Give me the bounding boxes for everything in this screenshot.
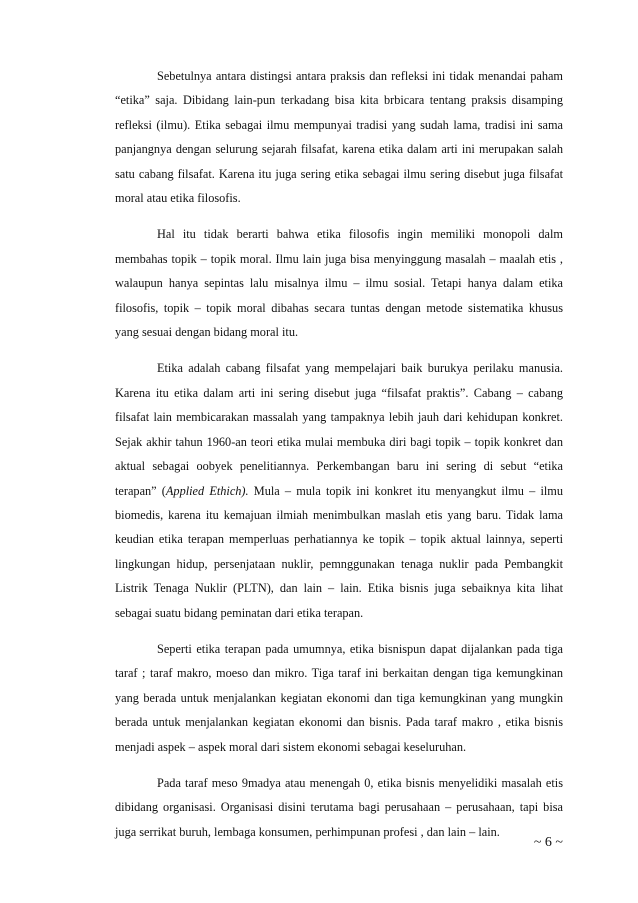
- document-page: [115, 64, 563, 856]
- paragraph-3-text-after: Mula – mula topik ini konkret itu menyangkut ilmu – ilmu biomedis, karena itu kemajuan ilmiah menimbulkan maslah etis yang baru. Tidak lama keudian etika terapan memperluas perhatiannya ke topik – topik aktual lainnya, seperti lingkungan hidup, persenjataan nuklir, pemnggunakan tenaga nuklir pada Pembangkit Listrik Tenaga Nuklir (PLTN), dan lain – lain. Etika bisnis juga sebaiknya kita lihat sebagai suatu bidang peminatan dari etika terapan.: [115, 483, 563, 620]
- paragraph-5: Pada taraf meso 9madya atau menengah 0, etika bisnis menyelidiki masalah etis dibidang organisasi. Organisasi disini terutama bagi perusahaan – perusahaan, tapi bisa juga serrikat buruh, lembaga konsumen, perhimpunan profesi , dan lain – lain.: [115, 775, 563, 839]
- paragraph-1: Sebetulnya antara distingsi antara praksis dan refleksi ini tidak menandai paham “etika” saja. Dibidang lain-pun terkadang bisa kita brbicara tentang praksis disamping refleksi (ilmu). Etika sebagai ilmu mempunyai tradisi yang sudah lama, tradisi ini sama panjangnya dengan selurung sejarah filsafat, karena etika dalam arti ini merupakan salah satu cabang filsafat. Karena itu juga sering etika sebagai ilmu sering disebut juga filsafat moral atau etika filosofis.: [115, 69, 563, 206]
- paragraph-4: Seperti etika terapan pada umumnya, etika bisnispun dapat dijalankan pada tiga taraf ; taraf makro, moeso dan mikro. Tiga taraf ini berkaitan dengan tiga kemungkinan yang berada untuk menjalankan kegiatan ekonomi dan tiga kemungkinan yang mungkin berada untuk menjalankan kegiatan ekonomi dan bisnis. Pada taraf makro , etika bisnis menjadi aspek – aspek moral dari sistem ekonomi sebagai keseluruhan.: [115, 641, 563, 754]
- paragraph-3-text-before: Etika adalah cabang filsafat yang mempelajari baik burukya perilaku manusia. Karena itu etika dalam arti ini sering disebut juga “filsafat praktis”. Cabang – cabang filsafat lain membicarakan massalah yang tampaknya lebih jauh dari kehidupan konkret. Sejak akhir tahun 1960-an teori etika mulai membuka diri bagi topik – topik konkret dan aktual sebagai oobyek penelitiannya. Perkembangan baru ini sering di sebut “etika terapan” (: [115, 361, 563, 498]
- paragraph-3-emphasis: Applied Ethich).: [165, 483, 249, 498]
- page-number: ~ 6 ~: [533, 835, 563, 850]
- paragraph-3: [115, 356, 563, 624]
- paragraph-2: Hal itu tidak berarti bahwa etika filosofis ingin memiliki monopoli dalm membahas topik – topik moral. Ilmu lain juga bisa menyinggung masalah – maalah etis , walaupun hanya sepintas lalu misalnya ilmu – ilmu sosial. Tetapi hanya dalam etika filosofis, topik – topik moral dibahas secara tuntas dengan metode sistematika khusus yang sesuai dengan bidang moral itu.: [115, 227, 563, 340]
